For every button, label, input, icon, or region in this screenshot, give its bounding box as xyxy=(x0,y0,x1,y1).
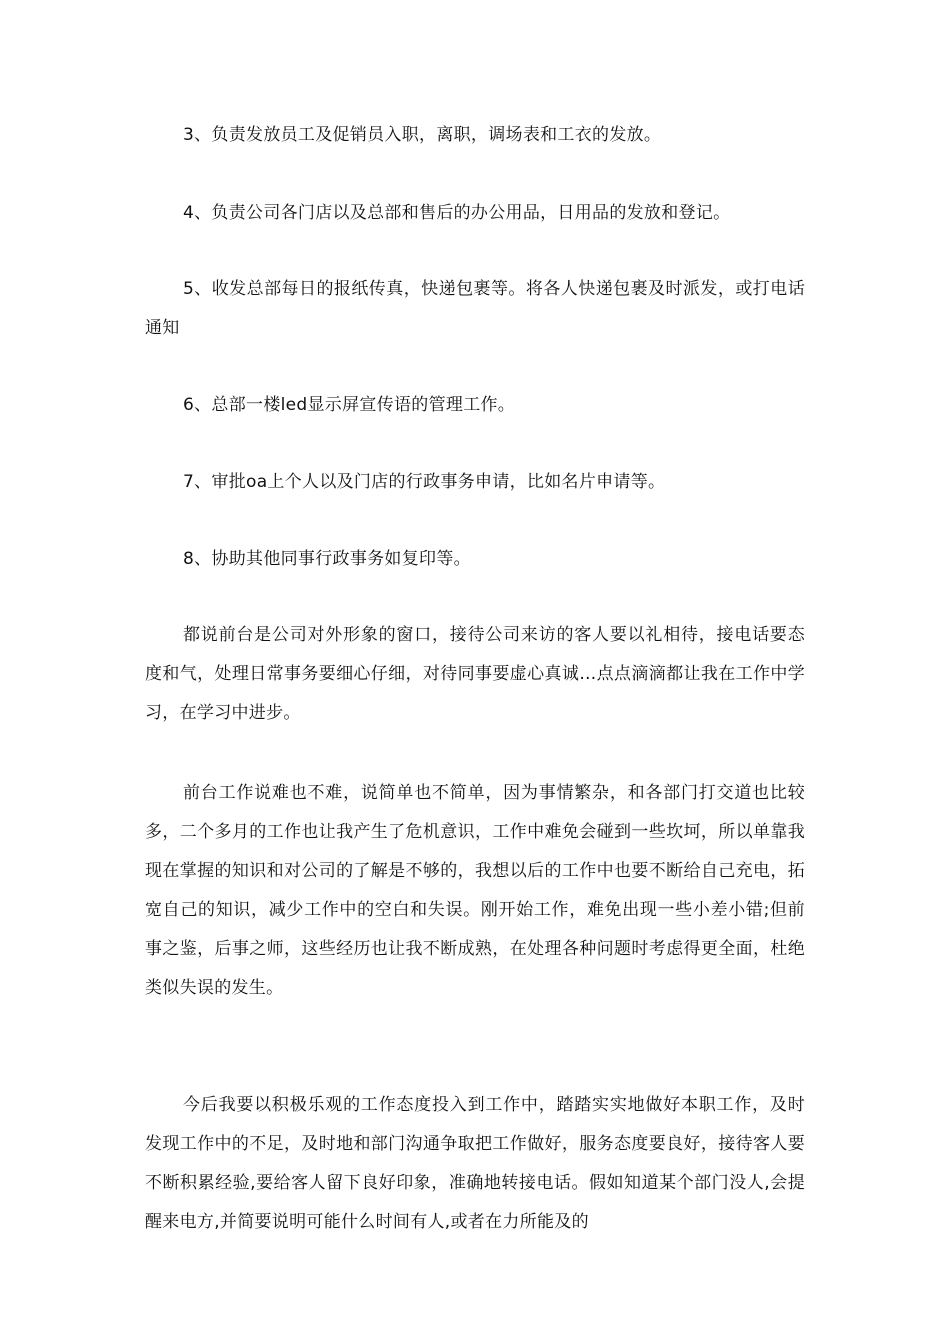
paragraph-item-8: 8、协助其他同事行政事务如复印等。 xyxy=(183,549,471,569)
paragraph-item-3: 3、负责发放员工及促销员入职，离职，调场表和工衣的发放。 xyxy=(183,125,662,145)
paragraph-item-5: 5、收发总部每日的报纸传真，快递包裹等。将各人快递包裹及时派发，或打电话通知 xyxy=(145,279,805,338)
paragraph-front-desk-window: 都说前台是公司对外形象的窗口，接待公司来访的客人要以礼相待，接电话要态度和气，处理日常事务要细心仔细，对待同事要虚心真诚…点点滴滴都让我在工作中学习，在学习中进步。 xyxy=(145,625,805,723)
paragraph-item-4: 4、负责公司各门店以及总部和售后的办公用品，日用品的发放和登记。 xyxy=(183,203,731,223)
paragraph-item-7: 7、审批oa上个人以及门店的行政事务申请，比如名片申请等。 xyxy=(183,472,666,492)
paragraph-item-6: 6、总部一楼led显示屏宣传语的管理工作。 xyxy=(183,395,516,415)
paragraph-front-desk-work: 前台工作说难也不难，说简单也不简单，因为事情繁杂，和各部门打交道也比较多，二个多月的工作也让我产生了危机意识，工作中难免会碰到一些坎坷，所以单靠我现在掌握的知识和对公司的了解是不够的，我想以后的工作中也要不断给自己充电，拓宽自己的知识，减少工作中的空白和失误。刚开始工作，难免出现一些小差小错;但前事之鉴，后事之师，这些经历也让我不断成熟，在处理各种问题时考虑得更全面，杜绝类似失误的发生。 xyxy=(145,783,805,998)
paragraph-future-plan: 今后我要以积极乐观的工作态度投入到工作中，踏踏实实地做好本职工作，及时发现工作中的不足，及时地和部门沟通争取把工作做好，服务态度要良好，接待客人要不断积累经验,要给客人留下良好印象，准确地转接电话。假如知道某个部门没人,会提醒来电方,并简要说明可能什么时间有人,或者在力所能及的 xyxy=(145,1095,805,1232)
